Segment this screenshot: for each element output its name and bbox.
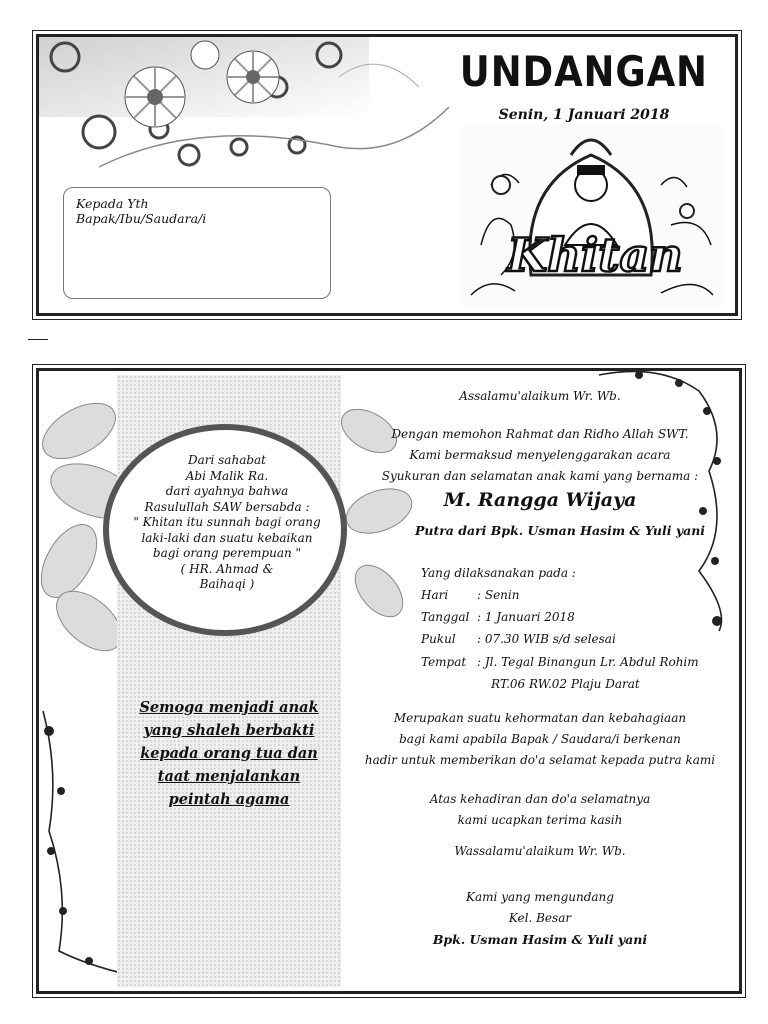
event-heading: Yang dilaksanakan pada : <box>421 566 576 580</box>
signature-name: Bpk. Usman Hasim & Yuli yani <box>432 932 648 947</box>
event-place-value-2: RT.06 RW.02 Plaju Darat <box>491 677 640 691</box>
prayer-line: Semoga menjadi anak <box>139 699 319 716</box>
address-box <box>63 187 331 299</box>
intro-line: Kami bermaksud menyelenggarakan acara <box>409 448 671 462</box>
hadith-text <box>129 453 325 593</box>
signature-line: Kel. Besar <box>508 911 572 925</box>
hadith-line: Dari sahabat <box>187 453 267 467</box>
hadith-line: dari ayahnya bahwa <box>165 484 289 498</box>
signature <box>349 887 731 950</box>
hadith-line: Rasulullah SAW bersabda : <box>144 499 310 514</box>
prayer-line: kepada orang tua dan <box>140 745 318 762</box>
hadith-line: " Khitan itu sunnah bagi orang <box>133 515 321 529</box>
event-time-value: : 07.30 WIB s/d selesai <box>477 632 616 646</box>
prayer-text <box>131 696 327 811</box>
honor-line: bagi kami apabila Bapak / Saudara/i berkenan <box>399 732 681 746</box>
hadith-line: laki-laki dan suatu kebaikan <box>141 530 313 545</box>
hadith-line: Baihaqi ) <box>199 577 255 591</box>
envelope-card <box>36 34 738 316</box>
closing: Wassalamu'alaikum Wr. Wb. <box>454 844 626 858</box>
thanks-text <box>349 789 731 831</box>
intro-line: Dengan memohon Rahmat dan Ridho Allah SWT. <box>391 427 689 441</box>
prayer-line: taat menjalankan <box>157 768 301 785</box>
event-day-label: Hari <box>421 588 449 602</box>
khitan-logo <box>461 125 723 307</box>
event-date-label: Tanggal <box>421 610 470 624</box>
event-place-label: Tempat <box>421 655 467 669</box>
honor-line: hadir untuk memberikan do'a selamat kepada putra kami <box>364 753 716 767</box>
prayer-line: yang shaleh berbakti <box>143 722 315 739</box>
thanks-line: kami ucapkan terima kasih <box>457 813 623 827</box>
honor-line: Merupakan suatu kehormatan dan kebahagiaan <box>393 711 687 725</box>
event-time-label: Pukul <box>421 632 456 646</box>
intro-text <box>349 424 731 487</box>
honor-text <box>349 708 731 771</box>
separator-dash <box>28 339 48 340</box>
floral-decoration <box>39 37 459 177</box>
greeting: Assalamu'alaikum Wr. Wb. <box>459 389 621 403</box>
envelope-title: UNDANGAN <box>459 47 708 96</box>
hadith-line: ( HR. Ahmad & <box>180 561 274 576</box>
prayer-line: peintah agama <box>168 791 290 808</box>
child-name: M. Rangga Wijaya <box>443 489 637 511</box>
event-day-value: : Senin <box>477 588 520 602</box>
intro-line: Syukuran dan selamatan anak kami yang bernama : <box>381 469 699 483</box>
event-date-value: : 1 Januari 2018 <box>477 610 575 624</box>
hadith-line: bagi orang perempuan " <box>152 546 302 560</box>
hadith-line: Abi Malik Ra. <box>185 468 269 483</box>
invitation-card <box>36 368 742 994</box>
envelope-date: Senin, 1 Januari 2018 <box>498 107 670 123</box>
event-place-value: : Jl. Tegal Binangun Lr. Abdul Rohim <box>477 655 699 669</box>
khitan-logo-text: Khitan <box>507 228 683 282</box>
parents-line: Putra dari Bpk. Usman Hasim & Yuli yani <box>414 523 706 538</box>
address-line: Kepada Yth <box>76 196 149 211</box>
thanks-line: Atas kehadiran dan do'a selamatnya <box>429 792 651 806</box>
address-line: Bapak/Ibu/Saudara/i <box>76 211 207 226</box>
signature-line: Kami yang mengundang <box>466 890 614 904</box>
